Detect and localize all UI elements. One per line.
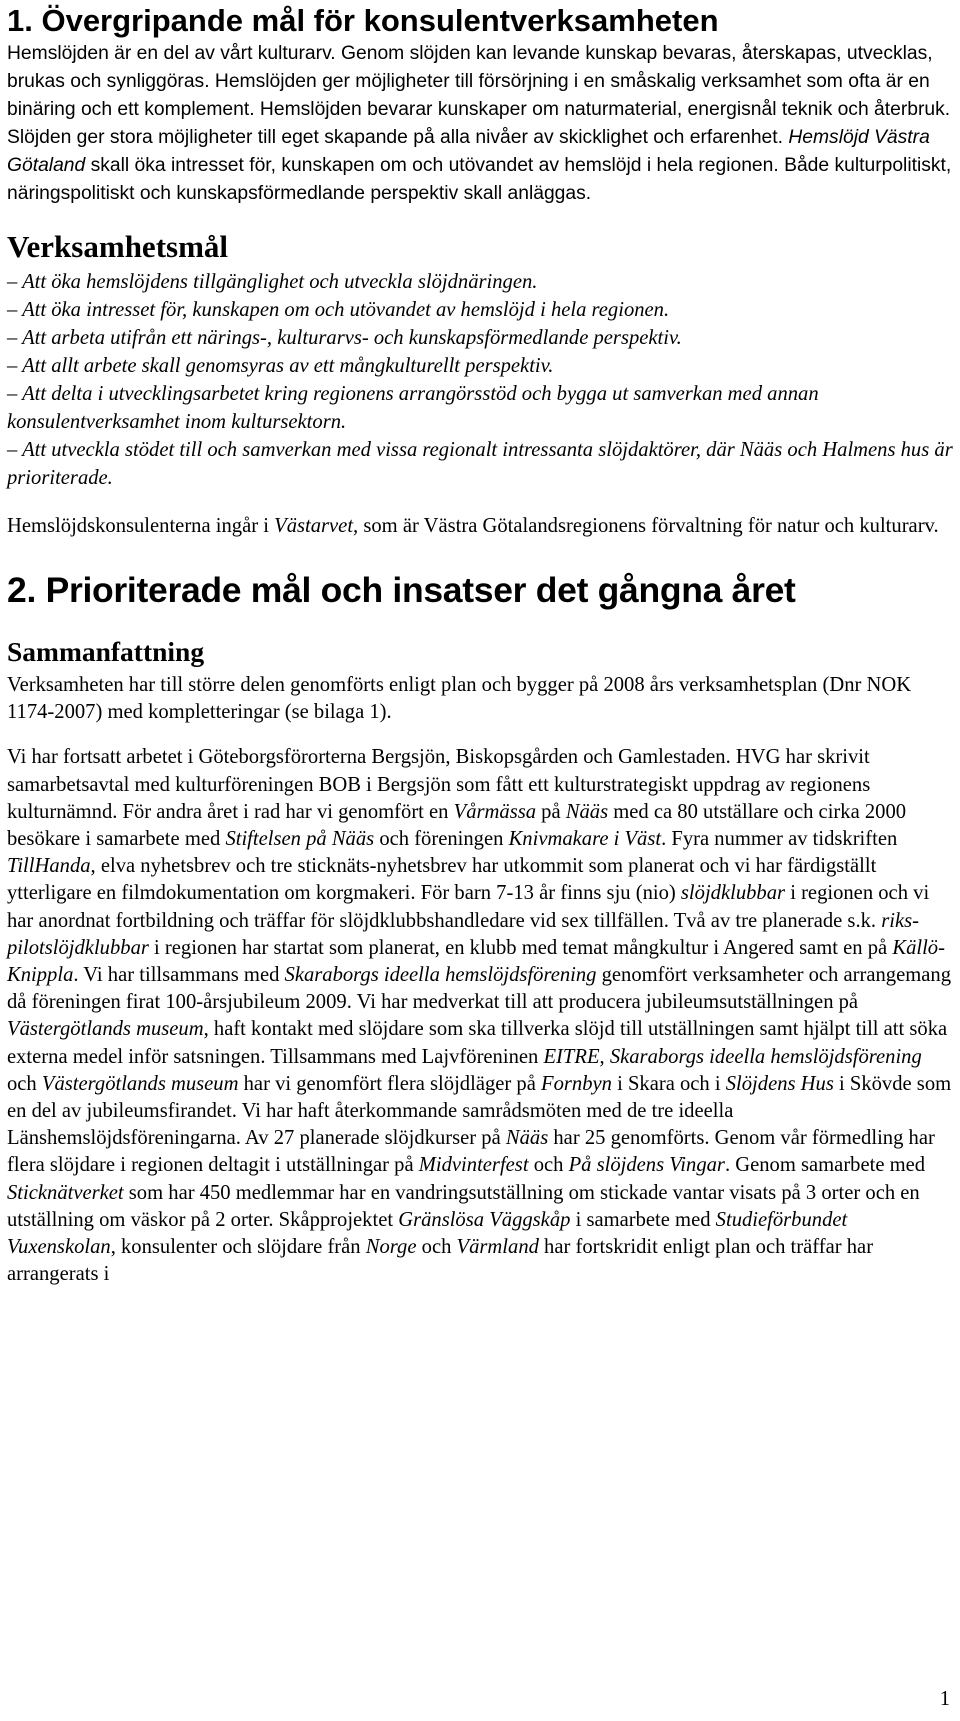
goal-dash: – [7,355,18,378]
body-text-run: och föreningen [374,827,509,850]
goal-dash: – [7,383,18,406]
body-text-run: genomfört verksamheter och arrangemang då föreningen firat 100-årsjubileum 2009. Vi har medverkat till att producera jubileumsutställningen på [7,963,951,1014]
body-italic-run: slöjdklubbar [680,882,786,905]
body-italic-run: EITRE [543,1045,600,1068]
goal-item [7,353,953,381]
body-italic-run: Midvinterfest [418,1154,529,1177]
goal-dash: – [7,299,18,322]
section-2-heading: 2. Prioriterade mål och insatser det gångna året [7,569,796,610]
goal-dash: – [7,271,18,294]
body-text-run: har vi genomfört flera slöjdläger på [238,1072,541,1095]
body-text-run: . Vi har tillsammans med [73,963,285,986]
body-italic-run: TillHanda [7,855,91,878]
body-text-run: i Skövde som en del av jubileumsfirandet. Vi har haft återkommande samrådsmöten med de tre ideella Länshemslöjdsföreningarna. Av 27 planerade slöjdkurser på [7,1072,952,1150]
section-1-heading: 1. Övergripande mål för konsulentverksamheten [7,3,719,38]
body-italic-run: Norge [365,1235,417,1258]
goals-heading: Verksamhetsmål [7,229,229,265]
page-number: 1 [939,1688,950,1710]
body-text-run: har 25 genomförts. Genom vår förmedling har flera slöjdare i regionen deltagit i utställningar på [7,1127,935,1177]
goal-item [7,381,953,437]
body-text-run: , elva nyhetsbrev och tre sticknäts-nyhetsbrev har utkommit som planerat och vi har färdigställt ytterligare en filmdokumentation om korgmakeri. För barn 7-13 år finns sju (nio) [7,855,877,905]
section-1-intro [7,40,953,207]
body-text-run: , konsulenter och slöjdare från [110,1235,366,1258]
goal-dash: – [7,438,18,461]
body-italic-run: Skaraborgs ideella hemslöjdsförening [284,963,597,986]
goal-item [7,269,953,297]
body-italic-run: Skaraborgs ideella hemslöjdsförening [609,1045,922,1068]
note-text: Hemslöjdskonsulenterna ingår i [7,514,275,537]
document-page [7,0,953,1288]
summary-heading: Sammanfattning [7,635,205,667]
intro-text: Hemslöjden är en del av vårt kulturarv. Genom slöjden kan levande kunskap bevaras, återskapas, utvecklas, brukas och synliggöras. Hemslöjden ger möjligheter till försörjning i en småskalig verksamhet som ofta är en binäring och ett komplement. Hemslöjden bevarar kunskaper om naturmaterial, energisnål teknik och återbruk. Slöjden ger stora möjligheter till eget skapande på alla nivåer av skicklighet och erfarenhet. [7,43,951,148]
body-italic-run: Värmland [456,1235,539,1258]
body-text-run: som har 450 medlemmar har en vandringsutställning om stickade vantar visats på 3 orter och en utställning om väskor på 2 orter. Skåpprojektet [7,1181,920,1231]
body-text-run: i regionen har startat som planerat, en klubb med temat mångkultur i Angered samt en på [148,936,893,959]
goal-text: Att öka hemslöjdens tillgänglighet och utveckla slöjdnäringen. [22,271,538,294]
body-italic-run: Stiftelsen på Nääs [225,827,375,850]
body-italic-run: Knivmakare i Väst [508,827,662,850]
goal-item [7,437,953,493]
body-paragraph [7,744,953,1288]
body-text-run: med ca 80 utställare och cirka 2000 besökare i samarbete med [7,800,907,850]
goal-text: Att utveckla stödet till och samverkan med vissa regionalt intressanta slöjdaktörer, där Nääs och Halmens hus är prioriterade. [7,438,953,489]
body-text-run: i regionen och vi har anordnat fortbildning och träffar för slöjdklubbshandledare vid sex tillfällen. Två av tre planerade s.k. [7,882,930,932]
body-text-run: . Fyra nummer av tidskriften [661,827,898,850]
body-text-run: har fortskridit enligt plan och träffar har arrangerats i [7,1235,874,1286]
goal-text: Att öka intresset för, kunskapen om och utövandet av hemslöjd i hela regionen. [22,299,670,322]
intro-rest: skall öka intresset för, kunskapen om och utövandet av hemslöjd i hela regionen. Både kulturpolitiskt, näringspolitiskt och kunskapsförmedlande perspektiv skall anläggas. [7,154,952,204]
body-text-run: i samarbete med [570,1208,716,1231]
body-text-run: , haft kontakt med slöjdare som ska tillverka slöjd till utställningen samt hjälpt till att söka externa medel inför satsningen. Tillsammans med Lajvföreninen [7,1018,948,1068]
note-italic: Västarvet, [274,514,359,537]
body-text-run: och [528,1154,569,1177]
body-text-run: . Genom samarbete med [724,1154,926,1177]
body-text-run: , [599,1045,610,1068]
body-italic-run: På slöjdens Vingar [568,1154,725,1177]
body-italic-run: Västergötlands museum [7,1018,204,1041]
body-italic-run: Gränslösa Väggskåp [398,1208,571,1231]
body-italic-run: Slöjdens Hus [725,1072,834,1095]
body-italic-run: Sticknätverket [7,1181,124,1204]
body-italic-run: Vårmässa [453,800,537,823]
body-italic-run: riks-pilotslöjdklubbar [7,909,919,959]
body-text-run: Vi har fortsatt arbetet i Göteborgsförorterna Bergsjön, Biskopsgården och Gamlestaden. HVG har skrivit samarbetsavtal med kulturföreningen BOB i Bergsjön som fått ett kulturstrategiskt uppdrag av regionens kulturnämnd. För andra året i rad har vi genomfört en [7,746,871,823]
body-italic-run: Västergötlands museum [41,1072,239,1095]
organisation-note [7,513,953,540]
body-text-run: och [7,1072,42,1095]
body-text-run: på [536,800,566,823]
intro-italic: Hemslöjd Västra Götaland [7,126,930,176]
body-italic-run: Nääs [505,1127,549,1150]
note-text-rest: som är Västra Götalandsregionens förvaltning för natur och kulturarv. [358,514,939,537]
body-italic-run: Källö-Knippla [7,936,945,986]
body-italic-run: Nääs [565,800,609,823]
body-italic-run: Fornbyn [541,1072,612,1095]
goal-dash: – [7,327,18,350]
goal-item [7,325,953,353]
body-italic-run: Studieförbundet Vuxenskolan [7,1208,848,1258]
body-text-run: i Skara och i [611,1072,726,1095]
body-text-run: och [416,1235,457,1258]
summary-text: Verksamheten har till större delen genomförts enligt plan och bygger på 2008 års verksamhetsplan (Dnr NOK 1174-2007) med kompletteringar (se bilaga 1). [7,673,912,724]
goal-text: Att arbeta utifrån ett närings-, kulturarvs- och kunskapsförmedlande perspektiv. [22,327,682,350]
goals-list [7,269,953,492]
goal-text: Att delta i utvecklingsarbetet kring regionens arrangörsstöd och bygga ut samverkan med annan konsulentverksamhet inom kultursektorn. [7,383,819,433]
goal-text: Att allt arbete skall genomsyras av ett mångkulturellt perspektiv. [22,355,554,378]
goal-item [7,297,953,325]
